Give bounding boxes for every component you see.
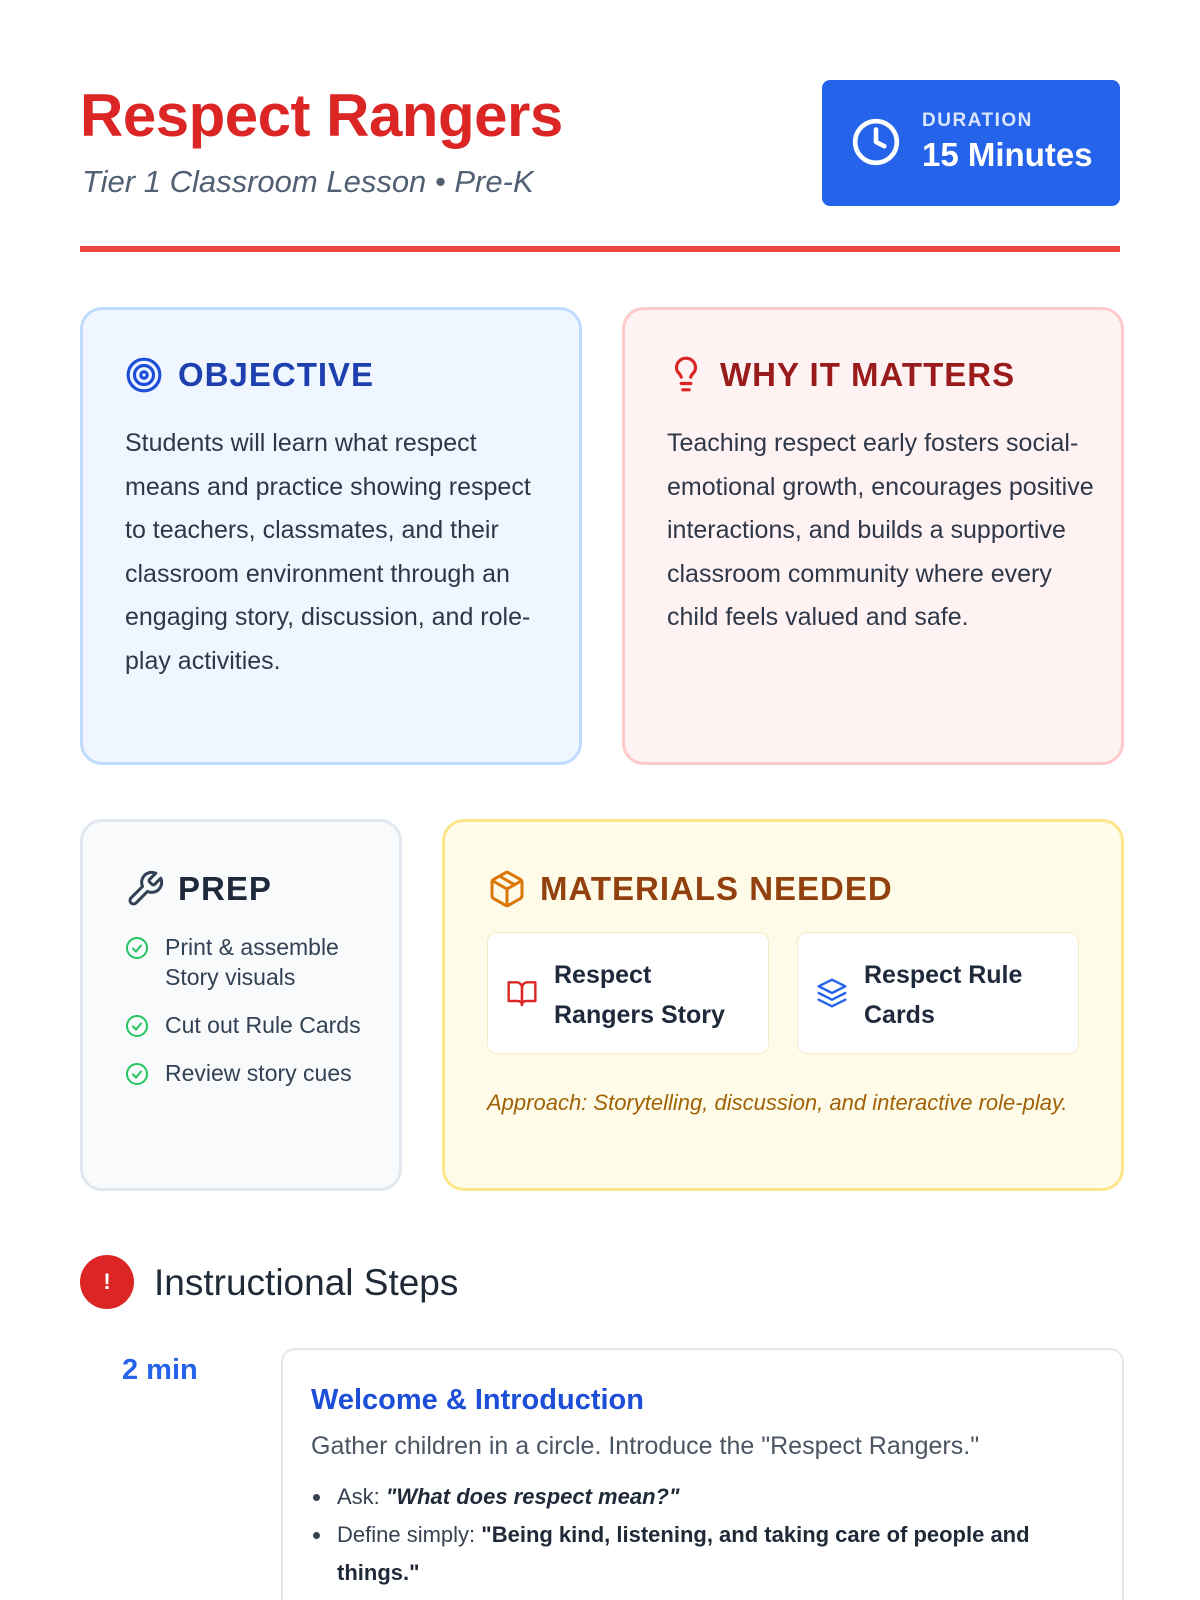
material-item bbox=[487, 932, 769, 1054]
materials-title: MATERIALS NEEDED bbox=[540, 870, 893, 907]
check-circle-icon bbox=[125, 1062, 149, 1086]
step-description: Gather children in a circle. Introduce the "Respect Rangers." bbox=[311, 1432, 980, 1460]
step-card bbox=[281, 1348, 1124, 1600]
header-divider bbox=[80, 246, 1120, 252]
objective-card bbox=[80, 307, 582, 765]
check-circle-icon bbox=[125, 1014, 149, 1038]
prep-item-label: Print & assemble Story visuals bbox=[165, 934, 339, 990]
book-icon bbox=[506, 977, 538, 1009]
bullet-emphasis: "Being kind, listening, and taking care of people and things." bbox=[337, 1522, 1030, 1585]
package-icon bbox=[487, 869, 527, 909]
page-title: Respect Rangers bbox=[80, 82, 563, 149]
prep-item bbox=[125, 1010, 385, 1040]
approach-note: Approach: Storytelling, discussion, and interactive role-play. bbox=[487, 1090, 1068, 1115]
lightbulb-icon bbox=[667, 354, 705, 394]
duration-badge bbox=[822, 80, 1120, 206]
material-item bbox=[797, 932, 1079, 1054]
step-bullet bbox=[311, 1516, 1091, 1592]
prep-card bbox=[80, 819, 402, 1191]
step-duration: 2 min bbox=[122, 1354, 198, 1386]
bullet-prefix: Define simply: bbox=[337, 1522, 482, 1547]
duration-label: DURATION bbox=[922, 110, 1033, 131]
step-title: Welcome & Introduction bbox=[311, 1384, 644, 1416]
wrench-icon bbox=[125, 869, 165, 909]
prep-list bbox=[125, 932, 385, 1106]
step-bullets bbox=[311, 1478, 1091, 1592]
lesson-header bbox=[80, 80, 1120, 204]
step-bullet bbox=[311, 1478, 1091, 1516]
why-title: WHY IT MATTERS bbox=[720, 356, 1016, 393]
target-icon bbox=[125, 356, 163, 394]
prep-item-label: Review story cues bbox=[165, 1060, 352, 1086]
material-label: Respect Rule Cards bbox=[864, 961, 1023, 1029]
page-subtitle: Tier 1 Classroom Lesson • Pre-K bbox=[82, 164, 534, 199]
why-it-matters-card bbox=[622, 307, 1124, 765]
materials-card bbox=[442, 819, 1124, 1191]
objective-title: OBJECTIVE bbox=[178, 356, 375, 393]
section-title: Instructional Steps bbox=[154, 1262, 459, 1303]
prep-item bbox=[125, 1058, 385, 1088]
prep-title: PREP bbox=[178, 870, 272, 907]
bullet-emphasis: "What does respect mean?" bbox=[385, 1484, 680, 1509]
objective-body: Students will learn what respect means and practice showing respect to teachers, classmates, and their classroom environment through an engaging story, discussion, and role-play activities. bbox=[125, 429, 531, 675]
why-body: Teaching respect early fosters social-emotional growth, encourages positive interactions, and builds a supportive classroom community where every child feels valued and safe. bbox=[667, 429, 1094, 631]
clock-icon bbox=[851, 117, 901, 167]
alert-icon: ! bbox=[80, 1255, 134, 1309]
bullet-prefix: Ask: bbox=[337, 1484, 386, 1509]
prep-item-label: Cut out Rule Cards bbox=[165, 1012, 361, 1038]
duration-value: 15 Minutes bbox=[922, 136, 1093, 173]
layers-icon bbox=[816, 977, 848, 1009]
check-circle-icon bbox=[125, 936, 149, 960]
material-label: Respect Rangers Story bbox=[554, 961, 725, 1029]
prep-item bbox=[125, 932, 385, 992]
